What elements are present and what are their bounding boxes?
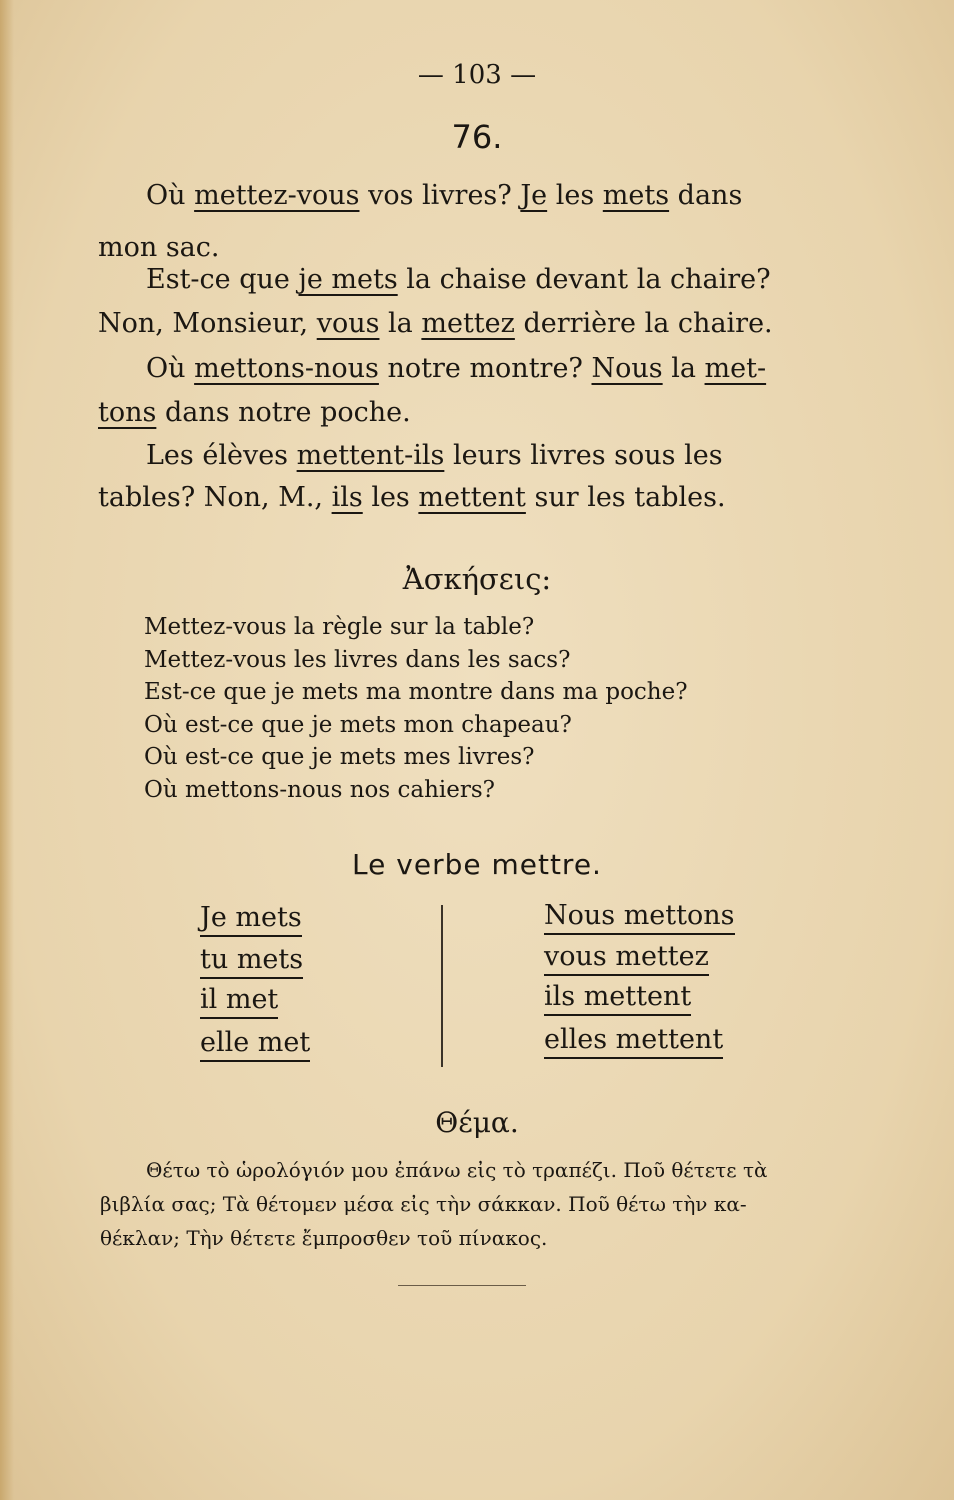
underlined-verb-form: ils: [331, 482, 363, 513]
reading-text: la chaise devant la chaire?: [397, 264, 771, 295]
reading-text: Les élèves: [146, 440, 297, 471]
underlined-verb-form: mettent: [418, 482, 526, 513]
underlined-verb-form: mettez-vous: [194, 180, 360, 211]
reading-line: [98, 397, 820, 428]
theme-line: βιβλία σας; Τὰ θέτομεν μέσα εἰς τὴν σάκκαν. Ποῦ θέτω τὴν κα-: [100, 1192, 747, 1216]
conjugation-form-text: elle met: [200, 1027, 310, 1062]
reading-text: tables? Non, M.,: [98, 482, 332, 513]
reading-line: [98, 440, 820, 471]
reading-text: la: [379, 308, 422, 339]
reading-line: [98, 353, 820, 384]
page-number: — 103 —: [417, 60, 537, 90]
reading-text: la: [662, 353, 705, 384]
reading-line: [98, 482, 820, 513]
reading-text: Où: [146, 180, 195, 211]
reading-text: les: [547, 180, 603, 211]
conjugation-form-text: elles mettent: [544, 1024, 723, 1059]
reading-text: les: [362, 482, 419, 513]
underlined-verb-form: je mets: [298, 264, 398, 295]
exercise-question: Mettez-vous la règle sur la table?: [144, 614, 535, 640]
reading-text: notre montre?: [378, 353, 592, 384]
reading-text: Où: [146, 353, 195, 384]
underlined-verb-form: Nous: [591, 353, 663, 384]
exercises-heading: Ἀσκήσεις:: [402, 562, 552, 596]
exercise-question: Mettez-vous les livres dans les sacs?: [144, 647, 571, 673]
conjugation-form-text: Nous mettons: [544, 900, 735, 935]
conjugation-form: [544, 1024, 723, 1059]
reading-text: sur les tables.: [525, 482, 726, 513]
conjugation-form: [200, 944, 303, 979]
conjugation-form: [544, 981, 691, 1016]
conjugation-form-text: ils mettent: [544, 981, 691, 1016]
conjugation-form: [200, 984, 278, 1019]
conjugation-form: [200, 1027, 310, 1062]
reading-text: Non, Monsieur,: [98, 308, 317, 339]
exercise-question: Où est-ce que je mets mes livres?: [144, 744, 535, 770]
underlined-verb-form: tons: [98, 397, 157, 428]
conjugation-form-text: il met: [200, 984, 278, 1019]
closing-rule: [398, 1285, 526, 1286]
conjugation-form-text: Je mets: [200, 902, 302, 937]
reading-line: [98, 264, 820, 295]
conjugation-divider: [441, 905, 443, 1067]
conjugation-form-text: tu mets: [200, 944, 303, 979]
conjugation-form-text: vous mettez: [544, 941, 709, 976]
reading-text: dans notre poche.: [156, 397, 411, 428]
theme-line: θέκλαν; Τὴν θέτετε ἔμπροσθεν τοῦ πίνακος.: [100, 1226, 548, 1250]
underlined-verb-form: mettons-nous: [194, 353, 379, 384]
theme-heading: Θέμα.: [435, 1106, 519, 1139]
underlined-verb-form: vous: [316, 308, 380, 339]
reading-line: [98, 180, 820, 211]
reading-text: mon sac.: [98, 232, 220, 263]
conjugation-form: [200, 902, 302, 937]
lesson-number: 76.: [451, 118, 503, 156]
underlined-verb-form: mets: [602, 180, 670, 211]
reading-text: Est-ce que: [146, 264, 299, 295]
underlined-verb-form: Je: [520, 180, 548, 211]
reading-text: vos livres?: [359, 180, 521, 211]
page-edge-shadow: [0, 0, 14, 1500]
exercise-question: Est-ce que je mets ma montre dans ma poche?: [144, 679, 688, 705]
reading-line: [98, 308, 820, 339]
exercise-question: Où mettons-nous nos cahiers?: [144, 777, 495, 803]
reading-text: leurs livres sous les: [444, 440, 723, 471]
reading-line: [98, 232, 820, 263]
conjugation-form: [544, 900, 735, 935]
underlined-verb-form: mettez: [421, 308, 515, 339]
reading-text: dans: [669, 180, 743, 211]
reading-text: derrière la chaire.: [514, 308, 773, 339]
verb-heading: Le verbe mettre.: [352, 848, 602, 881]
underlined-verb-form: met-: [704, 353, 767, 384]
underlined-verb-form: mettent-ils: [296, 440, 445, 471]
exercise-question: Où est-ce que je mets mon chapeau?: [144, 712, 572, 738]
theme-line: Θέτω τὸ ὡρολόγιόν μου ἐπάνω εἰς τὸ τραπέζι. Ποῦ θέτετε τὰ: [146, 1158, 768, 1182]
conjugation-form: [544, 941, 709, 976]
